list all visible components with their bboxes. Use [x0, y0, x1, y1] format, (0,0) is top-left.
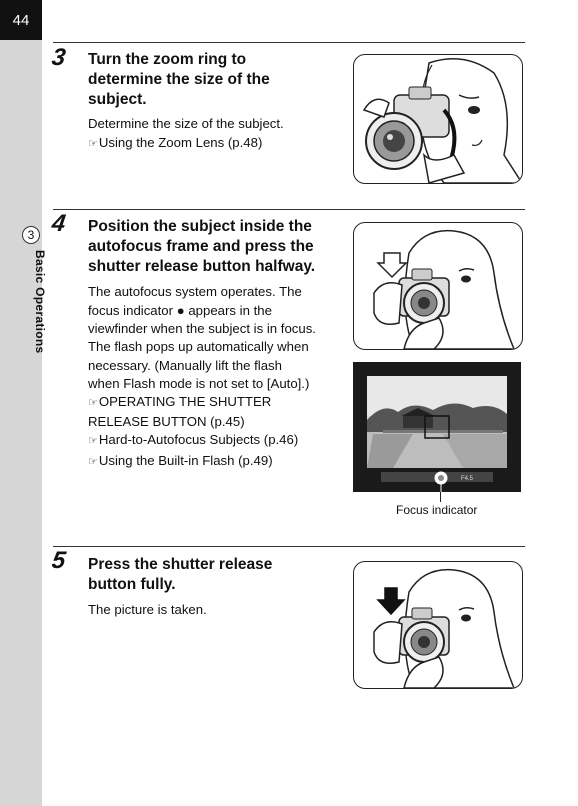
step-description: The flash pops up automatically when necessary. (Manually lift the flash when Flash mode is not set to [Auto].)	[88, 339, 310, 391]
focus-indicator-caption: Focus indicator	[396, 503, 478, 517]
reference-hand-icon: ☞	[88, 138, 98, 150]
step-description: The autofocus system operates. The focus indicator ● appears in the viewfinder when the subject is in focus.	[88, 284, 316, 336]
step-title: Press the shutter release button fully.	[88, 556, 273, 593]
step-number: 4	[50, 210, 68, 237]
chapter-title: Basic Operations	[33, 250, 47, 354]
zoom-ring-illustration	[353, 54, 523, 184]
caption-leader-line	[440, 492, 441, 502]
step-description: Determine the size of the subject.	[88, 116, 284, 131]
section-divider	[53, 42, 525, 43]
step-title: Turn the zoom ring to determine the size of the subject.	[88, 51, 270, 108]
page-reference-link[interactable]: ☞Using the Built-in Flash (p.49)	[88, 453, 273, 468]
page-reference-link[interactable]: ☞Hard-to-Autofocus Subjects (p.46)	[88, 432, 299, 447]
reference-hand-icon: ☞	[88, 397, 98, 409]
viewfinder-info-text: F4.5	[461, 476, 474, 482]
page-reference-link[interactable]: ☞Using the Zoom Lens (p.48)	[88, 135, 263, 150]
chapter-number-badge: 3	[22, 226, 40, 244]
section-divider	[53, 546, 525, 547]
step-number: 3	[50, 44, 68, 71]
section-divider	[53, 209, 525, 210]
step-description: The picture is taken.	[88, 602, 207, 617]
full-press-illustration	[353, 561, 523, 689]
page-reference-link[interactable]: ☞OPERATING THE SHUTTER RELEASE BUTTON (p.45)	[88, 394, 272, 429]
page-number: 44	[0, 0, 42, 40]
step-number: 5	[50, 547, 68, 574]
reference-hand-icon: ☞	[88, 435, 98, 447]
half-press-illustration	[353, 222, 523, 350]
chapter-sidebar	[0, 0, 42, 806]
viewfinder-image	[353, 362, 521, 492]
step-title: Position the subject inside the autofocus frame and press the shutter release button halfway.	[88, 218, 316, 275]
reference-hand-icon: ☞	[88, 456, 98, 468]
